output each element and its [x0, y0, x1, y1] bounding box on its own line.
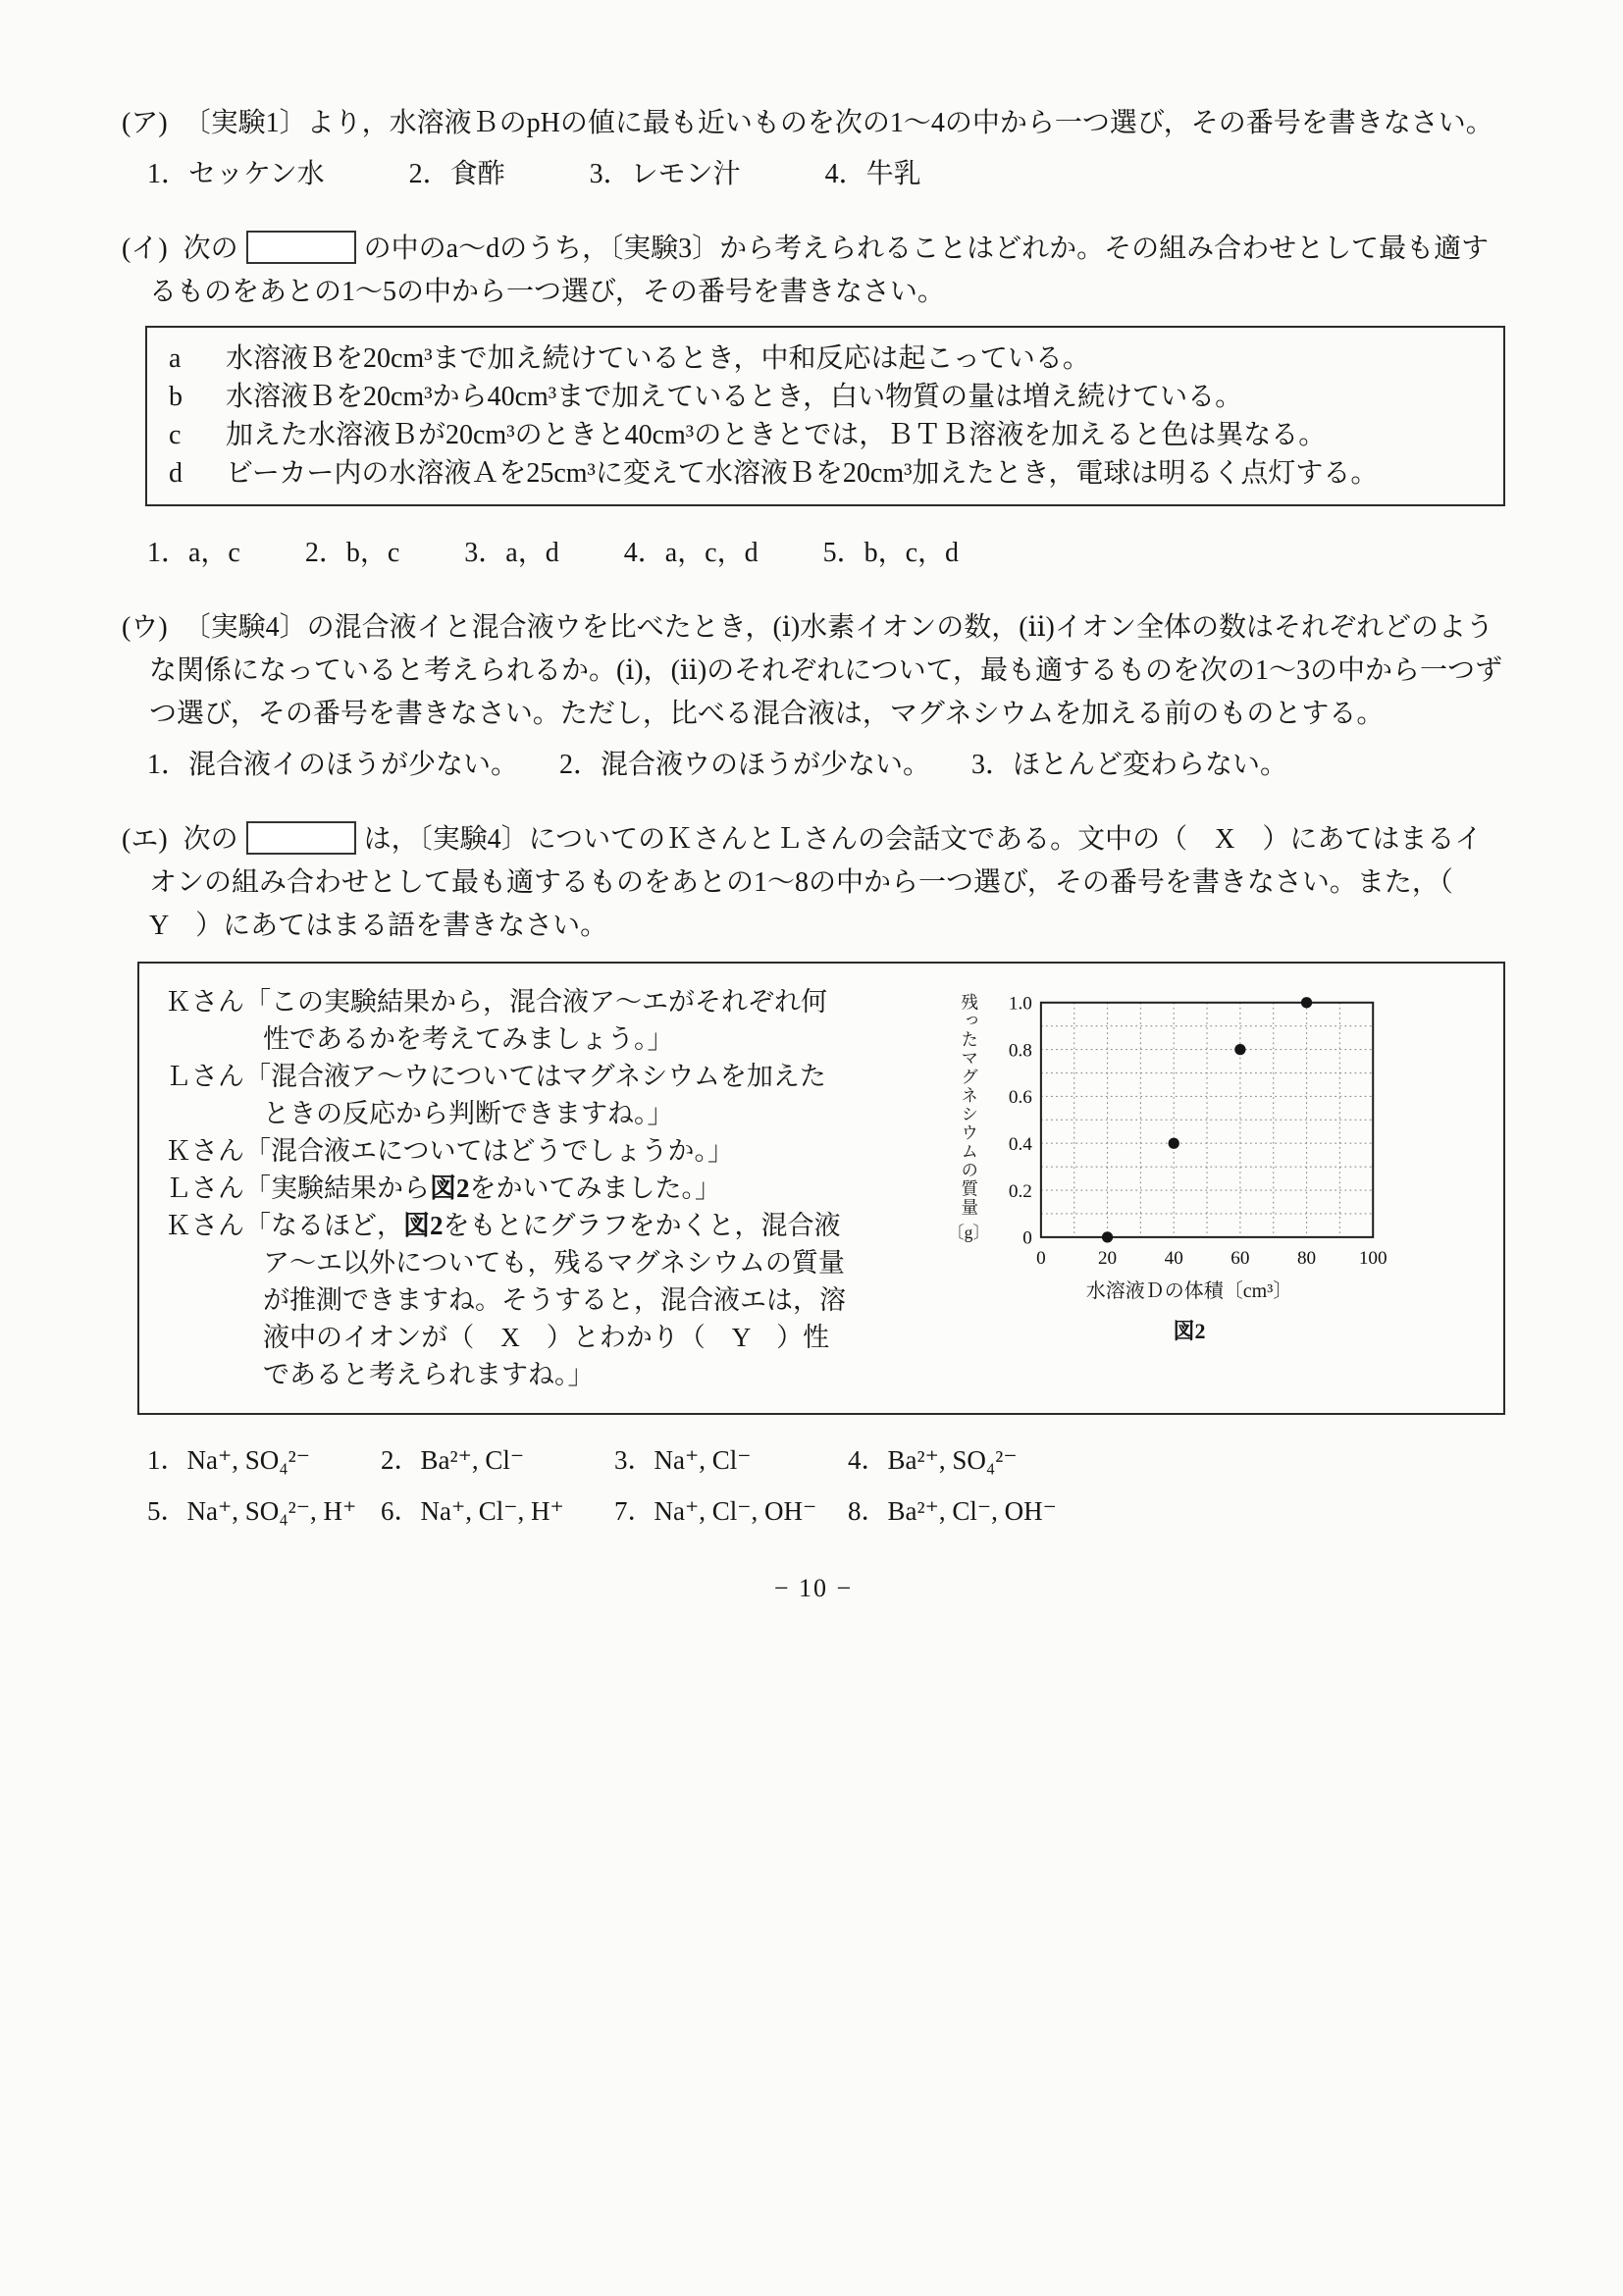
- question-i-text: [122, 228, 1505, 314]
- choice-item: 5．b，c，d: [822, 538, 960, 568]
- y-axis-label-text: 残ったマグネシウムの質量: [959, 993, 979, 1217]
- figure2-y-axis-label: [947, 987, 990, 1244]
- statement-text: 水溶液Ｂを20cm³まで加え続けているとき，中和反応は起こっている。: [226, 343, 1090, 374]
- speaker: Ｋさん: [165, 1211, 244, 1240]
- svg-text:40: 40: [1164, 1247, 1183, 1269]
- statement-box: [145, 326, 1505, 506]
- choice-item: 7．Na⁺, Cl⁻, OH⁻: [614, 1496, 817, 1526]
- blank-box: [246, 821, 356, 855]
- svg-text:0.8: 0.8: [1008, 1040, 1032, 1062]
- page-number: − 10 −: [773, 1574, 854, 1602]
- y-axis-unit: 〔g〕: [947, 1223, 990, 1242]
- statement-b: [169, 378, 1482, 416]
- statement-text: ビーカー内の水溶液Ａを25cm³に変えて水溶液Ｂを20cm³加えたとき，電球は明るく点灯する。: [226, 458, 1379, 489]
- question-a-label: (ア): [122, 108, 168, 138]
- speaker: Ｋさん: [165, 1136, 244, 1166]
- choice-item: 1．セッケン水: [147, 159, 325, 189]
- choice-item: 2．食酢: [408, 159, 505, 189]
- question-a-body: 〔実験1〕より，水溶液ＢのpHの値に最も近いものを次の1〜4の中から一つ選び，その番号を書きなさい。: [183, 108, 1493, 138]
- conversation-box: [137, 962, 1505, 1415]
- choice-item: 4．牛乳: [824, 159, 921, 189]
- speaker: Ｌさん: [165, 1174, 244, 1203]
- question-a-text: [122, 102, 1505, 145]
- svg-text:100: 100: [1358, 1247, 1387, 1269]
- svg-text:0.4: 0.4: [1008, 1134, 1032, 1156]
- statement-key: c: [169, 420, 182, 450]
- statement-key: a: [169, 343, 182, 374]
- svg-text:20: 20: [1097, 1247, 1117, 1269]
- choice-item: 4．Ba²⁺, SO₄²⁻: [848, 1445, 1018, 1475]
- dialogue-line-3: Ｋさん「混合液エについてはどうでしょうか。」: [165, 1136, 734, 1166]
- question-e-body-post: は，〔実験4〕についてのＫさんとＬさんの会話文である。文中の（ X ）にあてはまるイオンの組み合わせとして最も適するものをあとの1〜8の中から一つ選び，その番号を書きなさい。また，（ Y ）にあてはまる語を書きなさい。: [149, 824, 1483, 941]
- choice-item: 1．a，c: [147, 538, 240, 568]
- choice-item: 2．Ba²⁺, Cl⁻: [381, 1445, 525, 1475]
- statement-a: [169, 339, 1482, 378]
- question-i-label: (イ): [122, 234, 168, 264]
- statement-key: b: [169, 382, 183, 412]
- choice-item: 3．a，d: [464, 538, 559, 568]
- question-u-label: (ウ): [122, 612, 168, 643]
- svg-text:80: 80: [1296, 1247, 1316, 1269]
- question-u: [122, 606, 1505, 787]
- dialogue-line-5: Ｋさん「なるほど，図2をもとにグラフをかくと，混合液ア〜エ以外についても，残るマグネシウムの質量が推測できますね。そうすると，混合液エは，溶液中のイオンが（ X ）とわかり（ Y ）性であると考えられますね。」: [165, 1211, 846, 1389]
- statement-text: 加えた水溶液Ｂが20cm³のときと40cm³のときとでは，ＢＴＢ溶液を加えると色は異なる。: [226, 420, 1327, 450]
- figure2-plot-row: [947, 987, 1388, 1275]
- dialogue-line-1: Ｋさん「この実験結果から，混合液ア〜エがそれぞれ何性であるかを考えてみましょう。」: [165, 987, 827, 1054]
- dialogue-line-4: Ｌさん「実験結果から図2をかいてみました。」: [165, 1174, 721, 1203]
- choice-item: 1．Na⁺, SO₄²⁻: [147, 1445, 311, 1475]
- statement-text: 水溶液Ｂを20cm³から40cm³まで加えているとき，白い物質の量は増え続けている。: [226, 382, 1243, 412]
- choice-item: 1．混合液イのほうが少ない。: [147, 750, 519, 780]
- svg-text:1.0: 1.0: [1008, 993, 1032, 1015]
- figure2-caption: 図2: [1173, 1319, 1206, 1344]
- choice-item: 2．b，c: [304, 538, 400, 568]
- question-e-choices: [147, 1440, 1505, 1531]
- question-u-choices: [147, 744, 1505, 787]
- statement-d: [169, 454, 1482, 493]
- dialogue-line-2: Ｌさん「混合液ア〜ウについてはマグネシウムを加えたときの反応から判断できますね。」: [165, 1062, 826, 1128]
- speaker: Ｋさん: [165, 987, 244, 1017]
- question-e: [122, 818, 1505, 1531]
- question-i: [122, 228, 1505, 575]
- question-i-body-pre: 次の: [183, 234, 238, 264]
- question-e-text: [122, 818, 1505, 948]
- choice-item: 3．ほとんど変わらない。: [971, 750, 1288, 780]
- figure2: [852, 983, 1484, 1393]
- svg-text:0.6: 0.6: [1008, 1087, 1032, 1109]
- figure2-x-axis-label: 水溶液Ｄの体積〔cm³〕: [1085, 1280, 1293, 1303]
- question-i-choices: [147, 532, 1505, 575]
- choice-item: 6．Na⁺, Cl⁻, H⁺: [381, 1496, 564, 1526]
- dialogue: [165, 983, 852, 1393]
- choice-item: 5．Na⁺, SO₄²⁻, H⁺: [147, 1496, 357, 1526]
- svg-text:0: 0: [1022, 1227, 1032, 1249]
- choice-item: 4．a，c，d: [623, 538, 759, 568]
- svg-text:60: 60: [1230, 1247, 1250, 1269]
- question-u-text: [122, 606, 1505, 736]
- question-a-choices: [147, 153, 1505, 196]
- speaker: Ｌさん: [165, 1062, 244, 1091]
- question-i-body-post: の中のa〜dのうち，〔実験3〕から考えられることはどれか。その組み合わせとして最も適するものをあとの1〜5の中から一つ選び，その番号を書きなさい。: [149, 234, 1490, 307]
- question-e-body-pre: 次の: [183, 824, 238, 855]
- statement-key: d: [169, 458, 183, 489]
- svg-text:0.2: 0.2: [1008, 1180, 1032, 1202]
- blank-box: [246, 231, 356, 264]
- choice-item: 3．Na⁺, Cl⁻: [614, 1445, 752, 1475]
- question-u-body: 〔実験4〕の混合液イと混合液ウを比べたとき，(ⅰ)水素イオンの数，(ⅱ)イオン全体の数はそれぞれどのような関係になっていると考えられるか。(ⅰ)，(ⅱ)のそれぞれについて，最も適するものを次の1〜3の中から一つずつ選び，その番号を書きなさい。ただし，比べる混合液は，マグネシウムを加える前のものとする。: [149, 612, 1503, 729]
- figure2-plot: [990, 987, 1388, 1275]
- choice-item: 3．レモン汁: [589, 159, 741, 189]
- choice-item: 2．混合液ウのほうが少ない。: [559, 750, 931, 780]
- statement-c: [169, 416, 1482, 454]
- question-a: [122, 102, 1505, 196]
- svg-text:0: 0: [1035, 1247, 1046, 1269]
- question-e-label: (エ): [122, 824, 168, 855]
- choice-item: 8．Ba²⁺, Cl⁻, OH⁻: [848, 1496, 1057, 1526]
